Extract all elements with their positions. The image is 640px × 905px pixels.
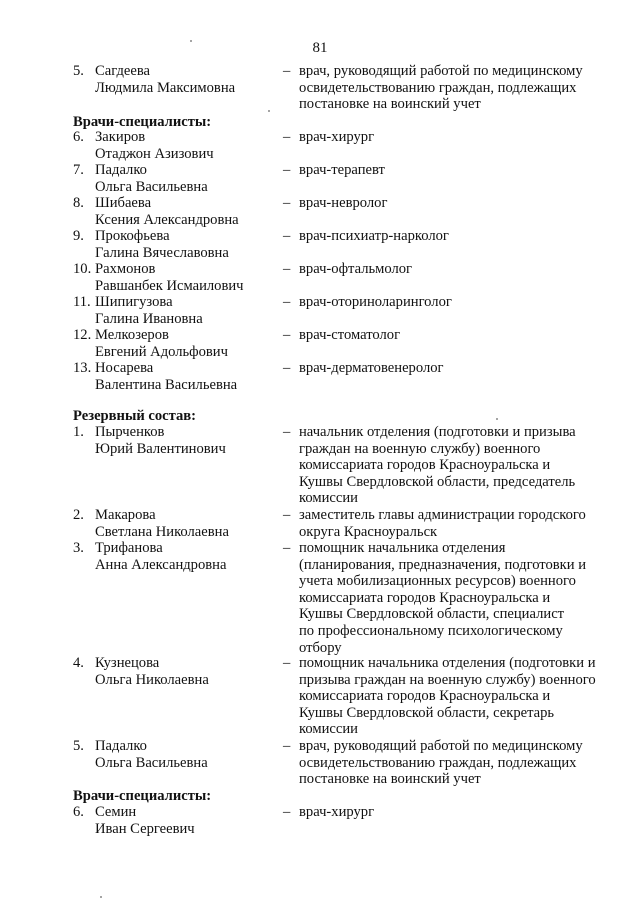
page-number: 81	[312, 40, 328, 56]
description-line: врач, руководящий работой по медицинскому	[299, 738, 583, 754]
entry-number: 3.	[73, 540, 84, 556]
person-name-line: Сагдеева	[95, 63, 151, 79]
person-name-line: Шипигузова	[95, 294, 173, 310]
description-line: врач-невролог	[299, 195, 388, 211]
entry-number: 8.	[73, 195, 84, 211]
description-line: призыва граждан на военную службу) военного	[299, 671, 596, 688]
description-line: комиссариата городов Красноуральска и	[299, 589, 551, 606]
position-description	[299, 738, 611, 788]
person-name	[95, 162, 280, 195]
person-name	[95, 63, 280, 96]
description-line: комиссариата городов Красноуральска и	[299, 457, 551, 474]
description-line: врач-стоматолог	[299, 327, 401, 343]
position-description	[299, 228, 611, 245]
entry-number: 1.	[73, 424, 84, 440]
description-line: Кушвы Свердловской области, специалист	[299, 606, 565, 623]
description-line: помощник начальника отделения (подготовки и	[299, 655, 596, 671]
entry-number: 5.	[73, 738, 84, 754]
description-line: Кушвы Свердловской области, председатель	[299, 473, 576, 490]
position-description	[299, 162, 611, 179]
description-line: освидетельствованию граждан, подлежащих	[299, 754, 577, 771]
person-name-line: Кузнецова	[95, 655, 160, 671]
entry-number: 12.	[73, 327, 92, 343]
description-line: врач-терапевт	[299, 162, 385, 178]
person-name-line: Юрий Валентинович	[95, 440, 226, 457]
description-line: начальник отделения (подготовки и призыва	[299, 424, 576, 440]
entry-number: 13.	[73, 360, 92, 376]
description-line: врач-офтальмолог	[299, 261, 413, 277]
position-description	[299, 129, 611, 146]
entry-number: 4.	[73, 655, 84, 671]
dash-separator: –	[283, 507, 291, 523]
person-name-line: Ксения Александровна	[95, 211, 239, 228]
entry-number: 5.	[73, 63, 84, 79]
entry-number: 9.	[73, 228, 84, 244]
person-name-line: Прокофьева	[95, 228, 170, 244]
description-line: граждан на военную службу) военного	[299, 440, 541, 457]
scan-speck	[100, 896, 102, 898]
dash-separator: –	[283, 162, 291, 178]
dash-separator: –	[283, 327, 291, 343]
description-line: врач-хирург	[299, 804, 375, 820]
entry-number: 6.	[73, 129, 84, 145]
person-name-line: Мелкозеров	[95, 327, 169, 343]
person-name-line: Шибаева	[95, 195, 152, 211]
entry-number: 7.	[73, 162, 84, 178]
description-line: отбору	[299, 639, 342, 656]
person-name-line: Закиров	[95, 129, 146, 145]
person-name	[95, 294, 280, 327]
person-name-line: Падалко	[95, 162, 147, 178]
scan-speck	[190, 40, 192, 42]
position-description	[299, 327, 611, 344]
person-name-line: Валентина Васильевна	[95, 376, 238, 393]
section-heading: Врачи-специалисты:	[73, 788, 212, 804]
entry-number: 11.	[73, 294, 91, 310]
description-line: по профессиональному психологическому	[299, 622, 563, 639]
section-heading: Врачи-специалисты:	[73, 114, 212, 130]
position-description	[299, 63, 611, 113]
entry-number: 6.	[73, 804, 84, 820]
dash-separator: –	[283, 63, 291, 79]
description-line: врач-оториноларинголог	[299, 294, 452, 310]
scan-speck	[268, 110, 270, 112]
description-line: заместитель главы администрации городского	[299, 507, 586, 523]
person-name-line: Галина Ивановна	[95, 310, 203, 327]
description-line: комиссии	[299, 490, 358, 507]
person-name-line: Ольга Васильевна	[95, 754, 208, 771]
dash-separator: –	[283, 261, 291, 277]
person-name	[95, 738, 280, 771]
position-description	[299, 540, 611, 656]
position-description	[299, 261, 611, 278]
person-name	[95, 507, 280, 540]
person-name-line: Анна Александровна	[95, 556, 227, 573]
position-description	[299, 507, 611, 540]
description-line: комиссии	[299, 721, 358, 738]
person-name-line: Отаджон Азизович	[95, 145, 214, 162]
description-line: помощник начальника отделения	[299, 540, 506, 556]
dash-separator: –	[283, 360, 291, 376]
person-name-line: Семин	[95, 804, 137, 820]
person-name	[95, 540, 280, 573]
person-name-line: Евгений Адольфович	[95, 343, 228, 360]
person-name-line: Ольга Васильевна	[95, 178, 208, 195]
scan-speck	[496, 418, 498, 420]
person-name-line: Людмила Максимовна	[95, 79, 236, 96]
description-line: учета мобилизационных ресурсов) военного	[299, 573, 576, 590]
position-description	[299, 655, 611, 738]
person-name	[95, 804, 280, 837]
person-name-line: Трифанова	[95, 540, 163, 556]
entry-number: 10.	[73, 261, 92, 277]
dash-separator: –	[283, 195, 291, 211]
person-name	[95, 228, 280, 261]
description-line: постановке на воинский учет	[299, 771, 481, 788]
dash-separator: –	[283, 655, 291, 671]
position-description	[299, 294, 611, 311]
person-name-line: Пырченков	[95, 424, 165, 440]
person-name-line: Равшанбек Исмаилович	[95, 277, 244, 294]
person-name	[95, 327, 280, 360]
position-description	[299, 804, 611, 821]
entry-number: 2.	[73, 507, 84, 523]
description-line: врач, руководящий работой по медицинскому	[299, 63, 583, 79]
position-description	[299, 424, 611, 507]
person-name-line: Ольга Николаевна	[95, 671, 209, 688]
dash-separator: –	[283, 738, 291, 754]
dash-separator: –	[283, 228, 291, 244]
dash-separator: –	[283, 294, 291, 310]
person-name-line: Светлана Николаевна	[95, 523, 229, 540]
description-line: врач-хирург	[299, 129, 375, 145]
person-name-line: Рахмонов	[95, 261, 156, 277]
person-name-line: Падалко	[95, 738, 147, 754]
person-name	[95, 129, 280, 162]
section-heading: Резервный состав:	[73, 408, 197, 424]
position-description	[299, 195, 611, 212]
description-line: врач-дерматовенеролог	[299, 360, 444, 376]
dash-separator: –	[283, 540, 291, 556]
description-line: комиссариата городов Красноуральска и	[299, 688, 551, 705]
description-line: (планирования, предназначения, подготовки и	[299, 556, 587, 573]
description-line: постановке на воинский учет	[299, 96, 481, 113]
person-name	[95, 360, 280, 393]
dash-separator: –	[283, 424, 291, 440]
description-line: врач-психиатр-нарколог	[299, 228, 449, 244]
dash-separator: –	[283, 129, 291, 145]
person-name	[95, 195, 280, 228]
description-line: освидетельствованию граждан, подлежащих	[299, 79, 577, 96]
person-name-line: Носарева	[95, 360, 154, 376]
person-name-line: Макарова	[95, 507, 156, 523]
position-description	[299, 360, 611, 377]
description-line: Кушвы Свердловской области, секретарь	[299, 704, 555, 721]
person-name	[95, 424, 280, 457]
person-name-line: Иван Сергеевич	[95, 820, 195, 837]
description-line: округа Красноуральск	[299, 523, 438, 540]
dash-separator: –	[283, 804, 291, 820]
person-name-line: Галина Вячеславовна	[95, 244, 229, 261]
person-name	[95, 655, 280, 688]
person-name	[95, 261, 280, 294]
